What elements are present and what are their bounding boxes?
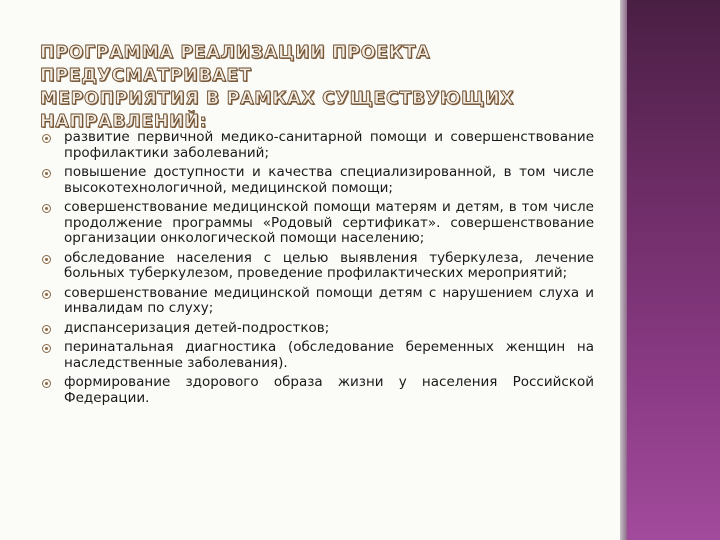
bullet-icon	[42, 255, 51, 264]
bullet-icon	[42, 169, 51, 178]
list-item-text: диспансеризация детей-подростков;	[64, 319, 330, 336]
list-item-text: перинатальная диагностика (обследование беременных женщин на наследственные заболевания).	[64, 339, 594, 371]
bullet-icon	[42, 204, 51, 213]
list-item	[42, 200, 594, 247]
bullet-icon	[42, 290, 51, 299]
bullet-icon	[42, 325, 51, 334]
bullet-icon	[42, 379, 51, 388]
side-accent-bar	[627, 0, 720, 540]
list-item	[42, 165, 594, 196]
bullet-icon	[42, 344, 51, 353]
bullet-icon	[42, 134, 51, 143]
list-item-text: совершенствование медицинской помощи матерям и детям, в том числе продолжение программы «Родовый сертификат». совершенствование организации онкологической помощи населению;	[64, 199, 594, 246]
slide-title	[40, 42, 610, 134]
list-item	[42, 286, 594, 317]
list-item-text: развитие первичной медико-санитарной помощи и совершенствование профилактики заболеваний;	[64, 129, 594, 161]
list-item	[42, 251, 594, 282]
list-item	[42, 130, 594, 161]
title-line: ПРОГРАММА РЕАЛИЗАЦИИ ПРОЕКТА ПРЕДУСМАТРИВАЕТ	[40, 43, 431, 86]
measures-list	[42, 130, 594, 410]
title-line: НАПРАВЛЕНИЙ:	[40, 112, 208, 132]
side-bar-edge	[620, 0, 627, 540]
list-item	[42, 321, 594, 337]
list-item-text: формирование здорового образа жизни у населения Российской Федерации.	[64, 374, 594, 406]
list-item-text: совершенствование медицинской помощи детям с нарушением слуха и инвалидам по слуху;	[64, 284, 594, 316]
list-item-text: обследование населения с целью выявления туберкулеза, лечение больных туберкулезом, проведение профилактических мероприятий;	[64, 249, 594, 281]
list-item	[42, 340, 594, 371]
title-line: МЕРОПРИЯТИЯ В РАМКАХ СУЩЕСТВУЮЩИХ	[40, 89, 515, 109]
list-item	[42, 375, 594, 406]
list-item-text: повышение доступности и качества специализированной, в том числе высокотехнологичной, медицинской помощи;	[64, 164, 594, 196]
